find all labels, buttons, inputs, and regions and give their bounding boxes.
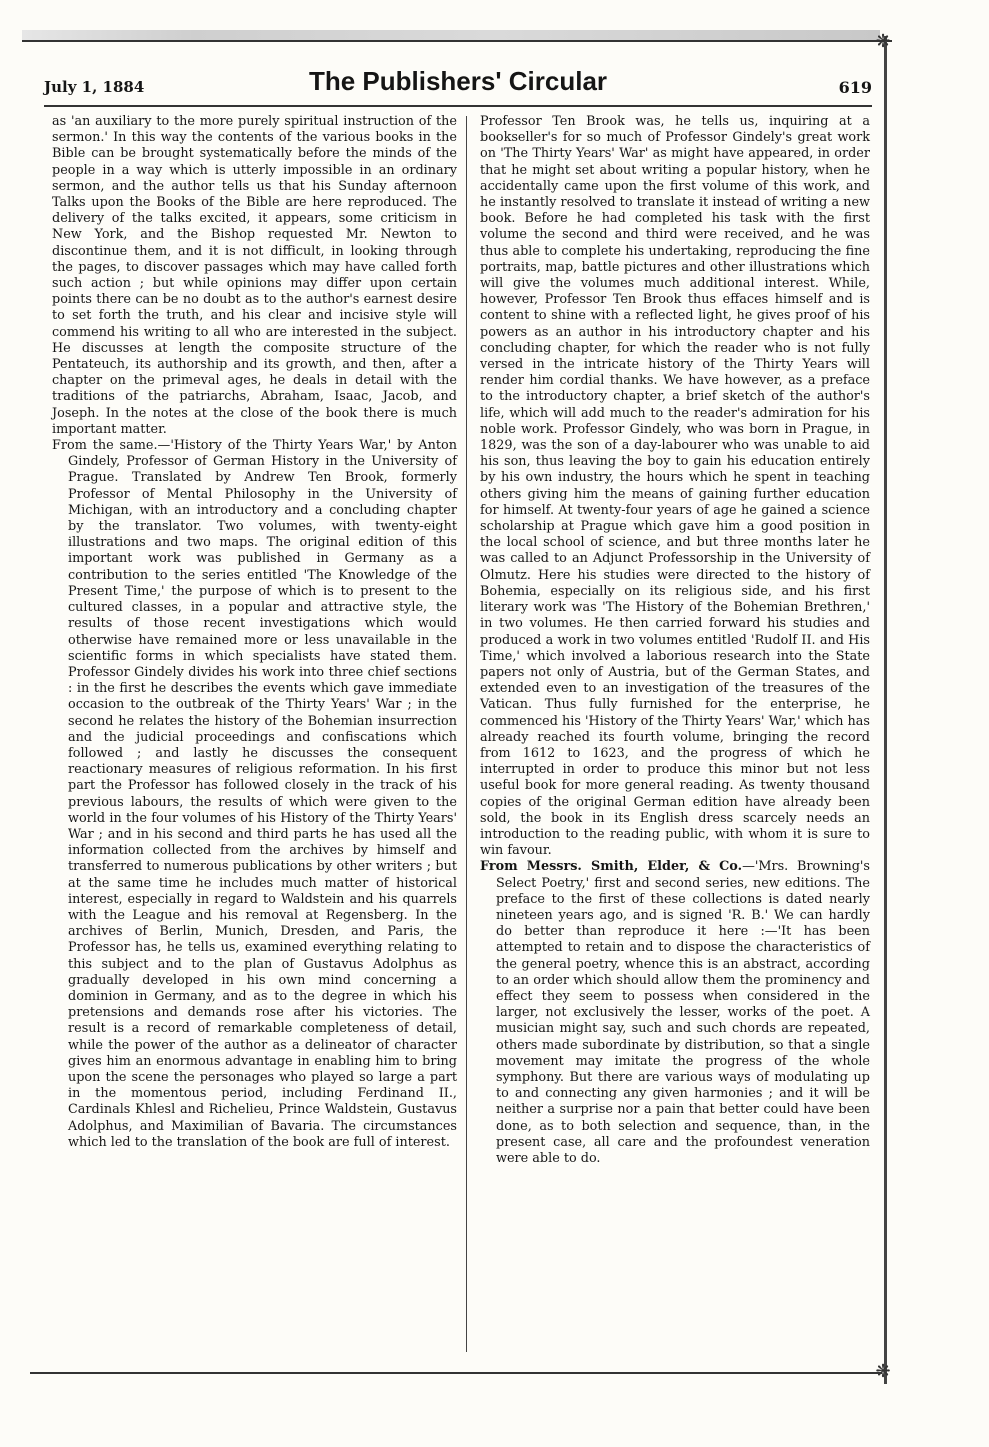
issue-date: July 1, 1884 (44, 78, 145, 96)
corner-ornament-top: ❋ (875, 31, 891, 52)
left-column (52, 114, 457, 1151)
right-border-line (884, 36, 887, 1384)
left-entry-gindely: From the same.—'History of the Thirty Years War,' by Anton Gindely, Professor of German History in the University of Prague. Translated by Andrew Ten Brook, formerly Professor of Mental Philosophy in the University of Michigan, with an introductory and a concluding chapter by the translator. Two volumes, with twenty-eight illustrations and two maps. The original edition of this important work was published in Germany as a contribution to the series entitled 'The Knowledge of the Present Time,' the purpose of which is to present to the cultured classes, in a popular and attractive style, the results of those recent investigations which would otherwise have remained more or less unavailable in the scientific forms in which specialists have stated them. Professor Gindely divides his work into three chief sections : in the first he describes the events which gave immediate occasion to the outbreak of the Thirty Years' War ; in the second he relates the history of the Bohemian insurrection and the judicial proceedings and confiscations which followed ; and lastly he discusses the consequent reactionary measures of religious reformation. In his first part the Professor has followed closely in the track of his previous labours, the results of which were given to the world in the four volumes of his History of the Thirty Years' War ; and in his second and third parts he has used all the information collected from the archives by himself and transferred to numerous publications by other writers ; but at the same time he includes much matter of historical interest, especially in regard to Waldstein and his quarrels with the League and his removal at Regensberg. In the archives of Berlin, Munich, Dresden, and Paris, the Professor has, he tells us, examined everything relating to this subject and to the plan of Gustavus Adolphus as gradually developed in his own mind concerning a dominion in Germany, and as to the degree in which his pretensions and demands rose after his victories. The result is a record of remarkable completeness of detail, while the power of the author as a delineator of character gives him an enormous advantage in enabling him to bring upon the scene the personages who played so large a part in the momentous period, including Ferdinand II., Cardinals Khlesl and Richelieu, Prince Waldstein, Gustavus Adolphus, and Maximilian of Bavaria. The circumstances which led to the translation of the book are full of interest. (52, 438, 457, 1150)
page-number: 619 (838, 78, 872, 97)
journal-title: The Publishers' Circular (308, 66, 608, 96)
running-head (44, 66, 872, 106)
entry-body: —'Mrs. Browning's Select Poetry,' first and second series, new editions. The preface to the first of these collections is dated nearly nineteen years ago, and is signed 'R. B.' We can hardly do better than reproduce it here :—'It has been attempted to retain and to dispose the characteristics of the general poetry, whence this is an abstract, according to an order which should allow them the prominency and effect they seem to possess when considered in the larger, not exclusively the lesser, works of the poet. A musician might say, such and such chords are repeated, others made subordinate by distribution, so that a single movement may imitate the progress of the whole symphony. But there are various ways of modulating up to and connecting any given harmonies ; and it will be neither a surprise nor a pain that better could have been done, as to both selection and sequence, than, in the present case, all care and the profoundest veneration were able to do. (496, 859, 870, 1166)
header-rule (44, 105, 872, 107)
top-border-line (22, 40, 892, 42)
right-column (480, 114, 870, 1167)
left-paragraph-1: as 'an auxiliary to the more purely spiritual instruction of the sermon.' In this way the contents of the various books in the Bible can be brought systematically before the minds of the people in a way which is utterly impossible in an ordinary sermon, and the author tells us that his Sunday afternoon Talks upon the Books of the Bible are here reproduced. The delivery of the talks excited, it appears, some criticism in New York, and the Bishop requested Mr. Newton to discontinue them, and it is not difficult, in looking through the pages, to discover passages which may have called forth such action ; but while opinions may differ upon certain points there can be no doubt as to the author's earnest desire to set forth the truth, and his clear and incisive style will commend his writing to all who are interested in the subject. He discusses at length the composite structure of the Pentateuch, its authorship and its growth, and then, after a chapter on the primeval ages, he deals in detail with the traditions of the patriarchs, Abraham, Isaac, Jacob, and Joseph. In the notes at the close of the book there is much important matter. (52, 114, 457, 437)
corner-ornament-bottom: ❋ (875, 1361, 891, 1382)
right-entry-browning (480, 859, 870, 1167)
column-divider (466, 116, 467, 1352)
entry-publisher-lead: From Messrs. Smith, Elder, & Co. (480, 859, 743, 875)
right-paragraph-1: Professor Ten Brook was, he tells us, inquiring at a bookseller's for so much of Professor Gindely's great work on 'The Thirty Years' War' as might have appeared, in order that he might set about writing a popular history, when he accidentally came upon the first volume of this work, and he instantly resolved to translate it instead of writing a new book. Before he had completed his task with the first volume the second and third were received, and he was thus able to complete his undertaking, reproducing the fine portraits, map, battle pictures and other illustrations which will give the volumes much additional interest. While, however, Professor Ten Brook thus effaces himself and is content to shine with a reflected light, he gives proof of his powers as an author in his introductory chapter and his concluding chapter, for which the reader who is not fully versed in the intricate history of the Thirty Years will render him cordial thanks. We have however, as a preface to the introductory chapter, a brief sketch of the author's life, which will add much to the reader's admiration for his noble work. Professor Gindely, who was born in Prague, in 1829, was the son of a day-labourer who was unable to aid his son, thus leaving the boy to gain his education entirely by his own industry, the hours which he spent in teaching others giving him the means of gaining further education for himself. At twenty-four years of age he gained a science scholarship at Prague which gave him a good position in the local school of science, and but three months later he was called to an Adjunct Professorship in the University of Olmutz. Here his studies were directed to the history of Bohemia, especially on its religious side, and his first literary work was 'The History of the Bohemian Brethren,' in two volumes. He then carried forward his studies and produced a work in two volumes entitled 'Rudolf II. and His Time,' which involved a laborious research into the State papers not only of Austria, but of the German States, and extended even to an investigation of the treasures of the Vatican. Thus fully furnished for the enterprise, he commenced his 'History of the Thirty Years' War,' which has already reached its fourth volume, bringing the record from 1612 to 1623, and the progress of which he interrupted in order to produce this minor but not less useful book for more general reading. As twenty thousand copies of the original German edition have already been sold, the book in its English dress scarcely needs an introduction to the reading public, with whom it is sure to win favour. (480, 114, 870, 859)
bottom-border-line (30, 1372, 882, 1374)
